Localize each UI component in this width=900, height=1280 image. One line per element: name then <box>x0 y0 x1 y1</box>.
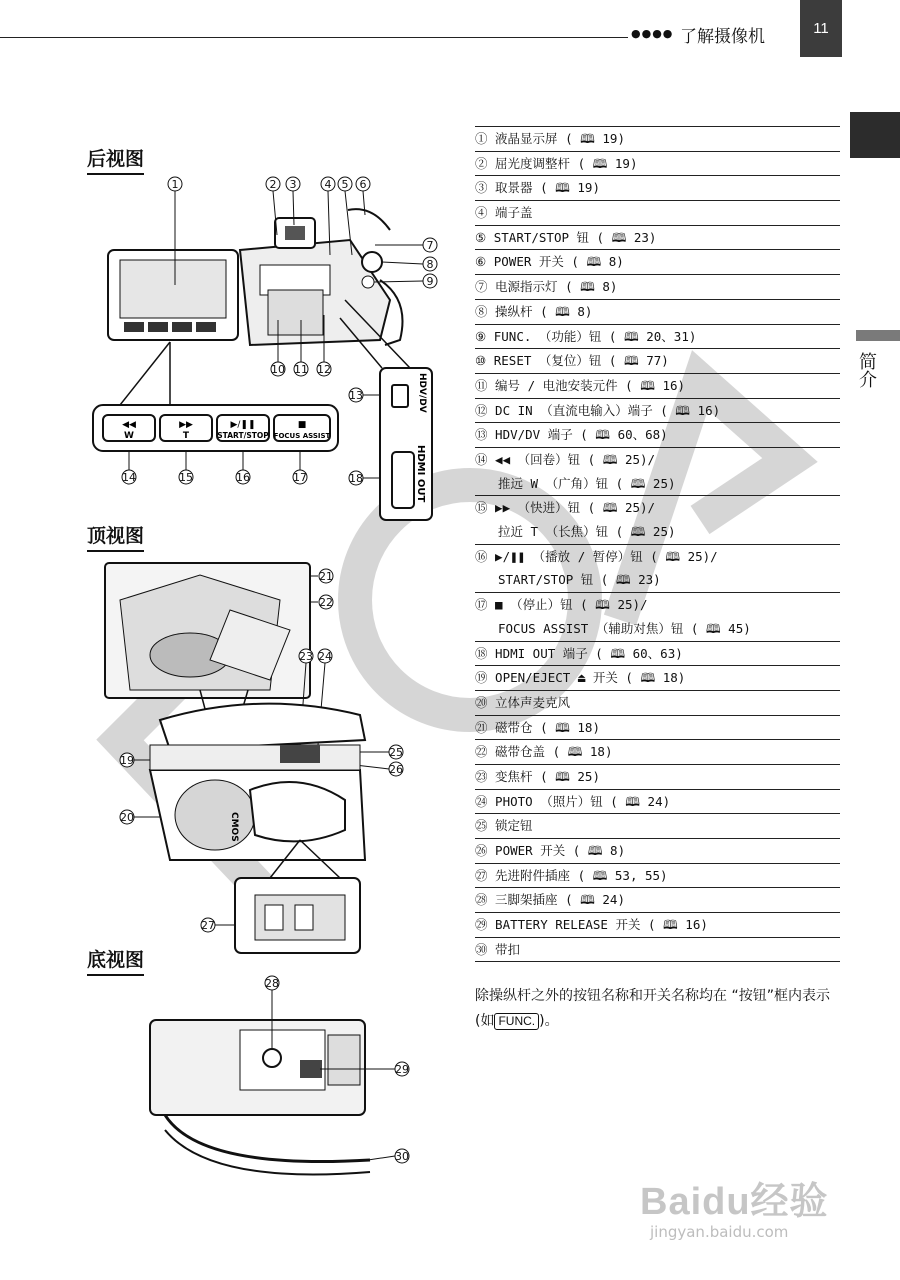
btn-rewind-label: W <box>124 431 134 441</box>
baidu-watermark-logo: Baidu经验 <box>640 1181 829 1223</box>
legend-number: ⑬ <box>475 427 488 443</box>
callout-23: 23 <box>299 650 313 663</box>
legend-text: 先进附件插座 ( 🕮 53, 55) <box>495 867 668 883</box>
callout-18: 18 <box>349 472 363 485</box>
callout-29: 29 <box>395 1063 409 1076</box>
btn-ff-symbol: ▶▶ <box>179 420 193 430</box>
legend-number: ㉖ <box>475 843 488 858</box>
legend-text: 液晶显示屏 ( 🕮 19) <box>495 131 625 146</box>
legend-row <box>475 887 840 912</box>
legend-number: ㉕ <box>475 818 488 834</box>
callout-22: 22 <box>319 596 333 609</box>
callout-30: 30 <box>395 1150 409 1163</box>
callout-15: 15 <box>179 471 193 484</box>
legend-text: 立体声麦克风 <box>495 694 571 710</box>
btn-ff-label: T <box>182 431 190 441</box>
note-text: 除操纵杆之外的按钮名称和开关名称均在 “按钮”框内表示 (如 <box>475 988 830 1029</box>
legend-text: ■ （停止）钮 ( 🕮 25)/ <box>495 597 648 613</box>
legend-text: FUNC. （功能）钮 ( 🕮 20、31) <box>493 328 697 344</box>
legend-text: 编号 / 电池安装元件 ( 🕮 16) <box>495 377 686 393</box>
legend-row <box>475 495 840 543</box>
legend-number: ② <box>475 155 488 171</box>
legend-row <box>475 422 840 447</box>
legend-text-line2: START/STOP 钮 ( 🕮 23) <box>498 572 661 588</box>
legend-row <box>475 544 840 592</box>
callout-10: 10 <box>271 363 285 376</box>
legend-number: ⑯ <box>475 548 488 564</box>
callout-11: 11 <box>294 363 308 376</box>
baidu-watermark-url: jingyan.baidu.com <box>650 1223 789 1241</box>
legend-row <box>475 249 840 274</box>
legend-row <box>475 324 840 349</box>
legend-text: 电源指示灯 ( 🕮 8) <box>495 279 618 295</box>
callout-2: 2 <box>269 178 277 191</box>
legend-row <box>475 299 840 324</box>
port-panel <box>380 368 432 520</box>
camera-top-body <box>150 704 365 860</box>
legend-row <box>475 274 840 299</box>
legend-number: ㉗ <box>475 867 488 883</box>
legend-number: ⑫ <box>475 402 488 418</box>
legend-number: ⑨ <box>475 328 487 344</box>
legend-text: BATTERY RELEASE 开关 ( 🕮 16) <box>495 917 708 933</box>
hdmi-out-label: HDMI OUT <box>415 445 426 503</box>
legend-number: ⑱ <box>475 645 488 661</box>
legend-text: 磁带仓 ( 🕮 18) <box>495 719 600 735</box>
legend-text: POWER 开关 ( 🕮 8) <box>493 254 624 270</box>
legend-number: ⑰ <box>475 597 488 613</box>
callout-13: 13 <box>349 389 363 402</box>
legend-row <box>475 838 840 863</box>
heading-bottom-view: 底视图 <box>87 945 144 976</box>
parts-legend-table <box>475 126 840 962</box>
callout-8: 8 <box>426 258 434 271</box>
legend-row <box>475 225 840 250</box>
callout-7: 7 <box>426 239 434 252</box>
callout-27: 27 <box>201 919 215 932</box>
legend-number: ㉘ <box>475 892 488 908</box>
legend-number: ㉙ <box>475 917 488 933</box>
legend-text-line2: 拉近 T （长焦）钮 ( 🕮 25) <box>498 524 676 540</box>
callout-24: 24 <box>318 650 332 663</box>
legend-number: ⑳ <box>475 694 488 710</box>
cassette-compartment-inset <box>105 563 310 698</box>
legend-text: OPEN/EJECT ⏏ 开关 ( 🕮 18) <box>495 670 686 686</box>
legend-number: ⑦ <box>475 279 488 295</box>
legend-row <box>475 813 840 838</box>
legend-text: PHOTO （照片）钮 ( 🕮 24) <box>495 793 671 809</box>
legend-text-line2: 推远 W （广角）钮 ( 🕮 25) <box>498 475 676 491</box>
legend-text: 三脚架插座 ( 🕮 24) <box>495 892 625 908</box>
btn-rewind-symbol: ◀◀ <box>122 420 136 430</box>
func-button-example: FUNC. <box>494 1013 539 1030</box>
legend-row <box>475 641 840 666</box>
legend-row <box>475 373 840 398</box>
btn-play-symbol: ▶/❚❚ <box>230 420 256 430</box>
legend-row <box>475 764 840 789</box>
btn-stop-symbol: ■ <box>297 420 307 430</box>
callout-1: 1 <box>171 178 179 191</box>
legend-text: START/STOP 钮 ( 🕮 23) <box>493 229 657 245</box>
legend-number: ㉓ <box>475 768 488 784</box>
legend-row <box>475 863 840 888</box>
callout-14: 14 <box>122 471 136 484</box>
legend-number: ⑧ <box>475 303 488 319</box>
legend-row <box>475 200 840 225</box>
callout-28: 28 <box>265 977 279 990</box>
camera-rear-body <box>240 209 403 345</box>
legend-row <box>475 447 840 495</box>
hdv-dv-label: HDV/DV <box>417 373 427 413</box>
callout-19: 19 <box>120 754 134 767</box>
camera-bottom-body <box>150 1020 370 1174</box>
legend-number: ⑪ <box>475 377 488 393</box>
legend-number: ㉚ <box>475 941 488 957</box>
callout-20: 20 <box>120 811 134 824</box>
chapter-label: 简介 <box>856 352 877 388</box>
legend-text: 操纵杆 ( 🕮 8) <box>495 303 593 319</box>
legend-text: 端子盖 <box>495 205 533 221</box>
legend-row <box>475 151 840 176</box>
page-number: 11 <box>800 0 842 57</box>
legend-number: ⑩ <box>475 353 487 369</box>
legend-number: ④ <box>475 205 488 221</box>
legend-text: ▶/❚❚ （播放 / 暂停）钮 ( 🕮 25)/ <box>495 548 718 564</box>
legend-row <box>475 690 840 715</box>
legend-number: ㉒ <box>475 744 488 760</box>
heading-rear-view: 后视图 <box>87 144 144 175</box>
legend-text: HDV/DV 端子 ( 🕮 60、68) <box>495 427 668 443</box>
callout-5: 5 <box>341 178 349 191</box>
legend-row <box>475 912 840 937</box>
legend-text: 锁定钮 <box>495 818 533 834</box>
heading-top-view: 顶视图 <box>87 521 144 552</box>
legend-row <box>475 789 840 814</box>
callout-26: 26 <box>389 763 403 776</box>
legend-text: DC IN （直流电输入）端子 ( 🕮 16) <box>495 402 721 418</box>
callout-6: 6 <box>359 178 367 191</box>
button-strip <box>93 405 338 451</box>
legend-row <box>475 937 840 963</box>
lcd-screen-illustration <box>108 250 238 340</box>
legend-row <box>475 348 840 373</box>
btn-stop-label: FOCUS ASSIST <box>273 432 331 440</box>
legend-row <box>475 665 840 690</box>
legend-number: ㉔ <box>475 793 488 809</box>
button-naming-note <box>475 984 840 1034</box>
legend-number: ⑮ <box>475 500 488 516</box>
callout-12: 12 <box>317 363 331 376</box>
callout-9: 9 <box>426 275 434 288</box>
legend-text: RESET （复位）钮 ( 🕮 77) <box>493 353 669 369</box>
legend-text: 变焦杆 ( 🕮 25) <box>495 768 600 784</box>
legend-row <box>475 175 840 200</box>
legend-text: 屈光度调整杆 ( 🕮 19) <box>495 155 638 171</box>
legend-text: 取景器 ( 🕮 19) <box>495 180 600 196</box>
legend-number: ③ <box>475 180 488 196</box>
legend-number: ⑤ <box>475 229 487 245</box>
legend-text: POWER 开关 ( 🕮 8) <box>495 843 626 858</box>
legend-number: ⑥ <box>475 254 487 270</box>
legend-text-line2: FOCUS ASSIST （辅助对焦）钮 ( 🕮 45) <box>498 620 751 636</box>
legend-text: 带扣 <box>495 941 521 957</box>
note-end: )。 <box>539 1013 559 1029</box>
callout-3: 3 <box>289 178 297 191</box>
cmos-label: CMOS <box>229 812 239 842</box>
legend-number: ① <box>475 131 488 146</box>
btn-play-label: START/STOP <box>217 431 269 440</box>
legend-row <box>475 592 840 640</box>
legend-text: 磁带仓盖 ( 🕮 18) <box>495 744 613 760</box>
legend-number: ⑲ <box>475 670 488 686</box>
legend-number: ㉑ <box>475 719 488 735</box>
legend-text: HDMI OUT 端子 ( 🕮 60、63) <box>495 645 683 661</box>
legend-row <box>475 739 840 764</box>
legend-text: ◀◀ （回卷）钮 ( 🕮 25)/ <box>495 451 656 467</box>
callout-25: 25 <box>389 746 403 759</box>
legend-row <box>475 398 840 423</box>
legend-row <box>475 126 840 151</box>
callout-16: 16 <box>236 471 250 484</box>
callout-21: 21 <box>319 570 333 583</box>
callout-17: 17 <box>293 471 307 484</box>
accessory-shoe-inset <box>235 878 360 953</box>
legend-number: ⑭ <box>475 451 488 467</box>
legend-row <box>475 715 840 740</box>
header-dots: ●●●● <box>631 27 674 40</box>
page-header-title: 了解摄像机 <box>680 27 765 47</box>
legend-text: ▶▶ （快进）钮 ( 🕮 25)/ <box>495 500 656 516</box>
callout-4: 4 <box>324 178 332 191</box>
